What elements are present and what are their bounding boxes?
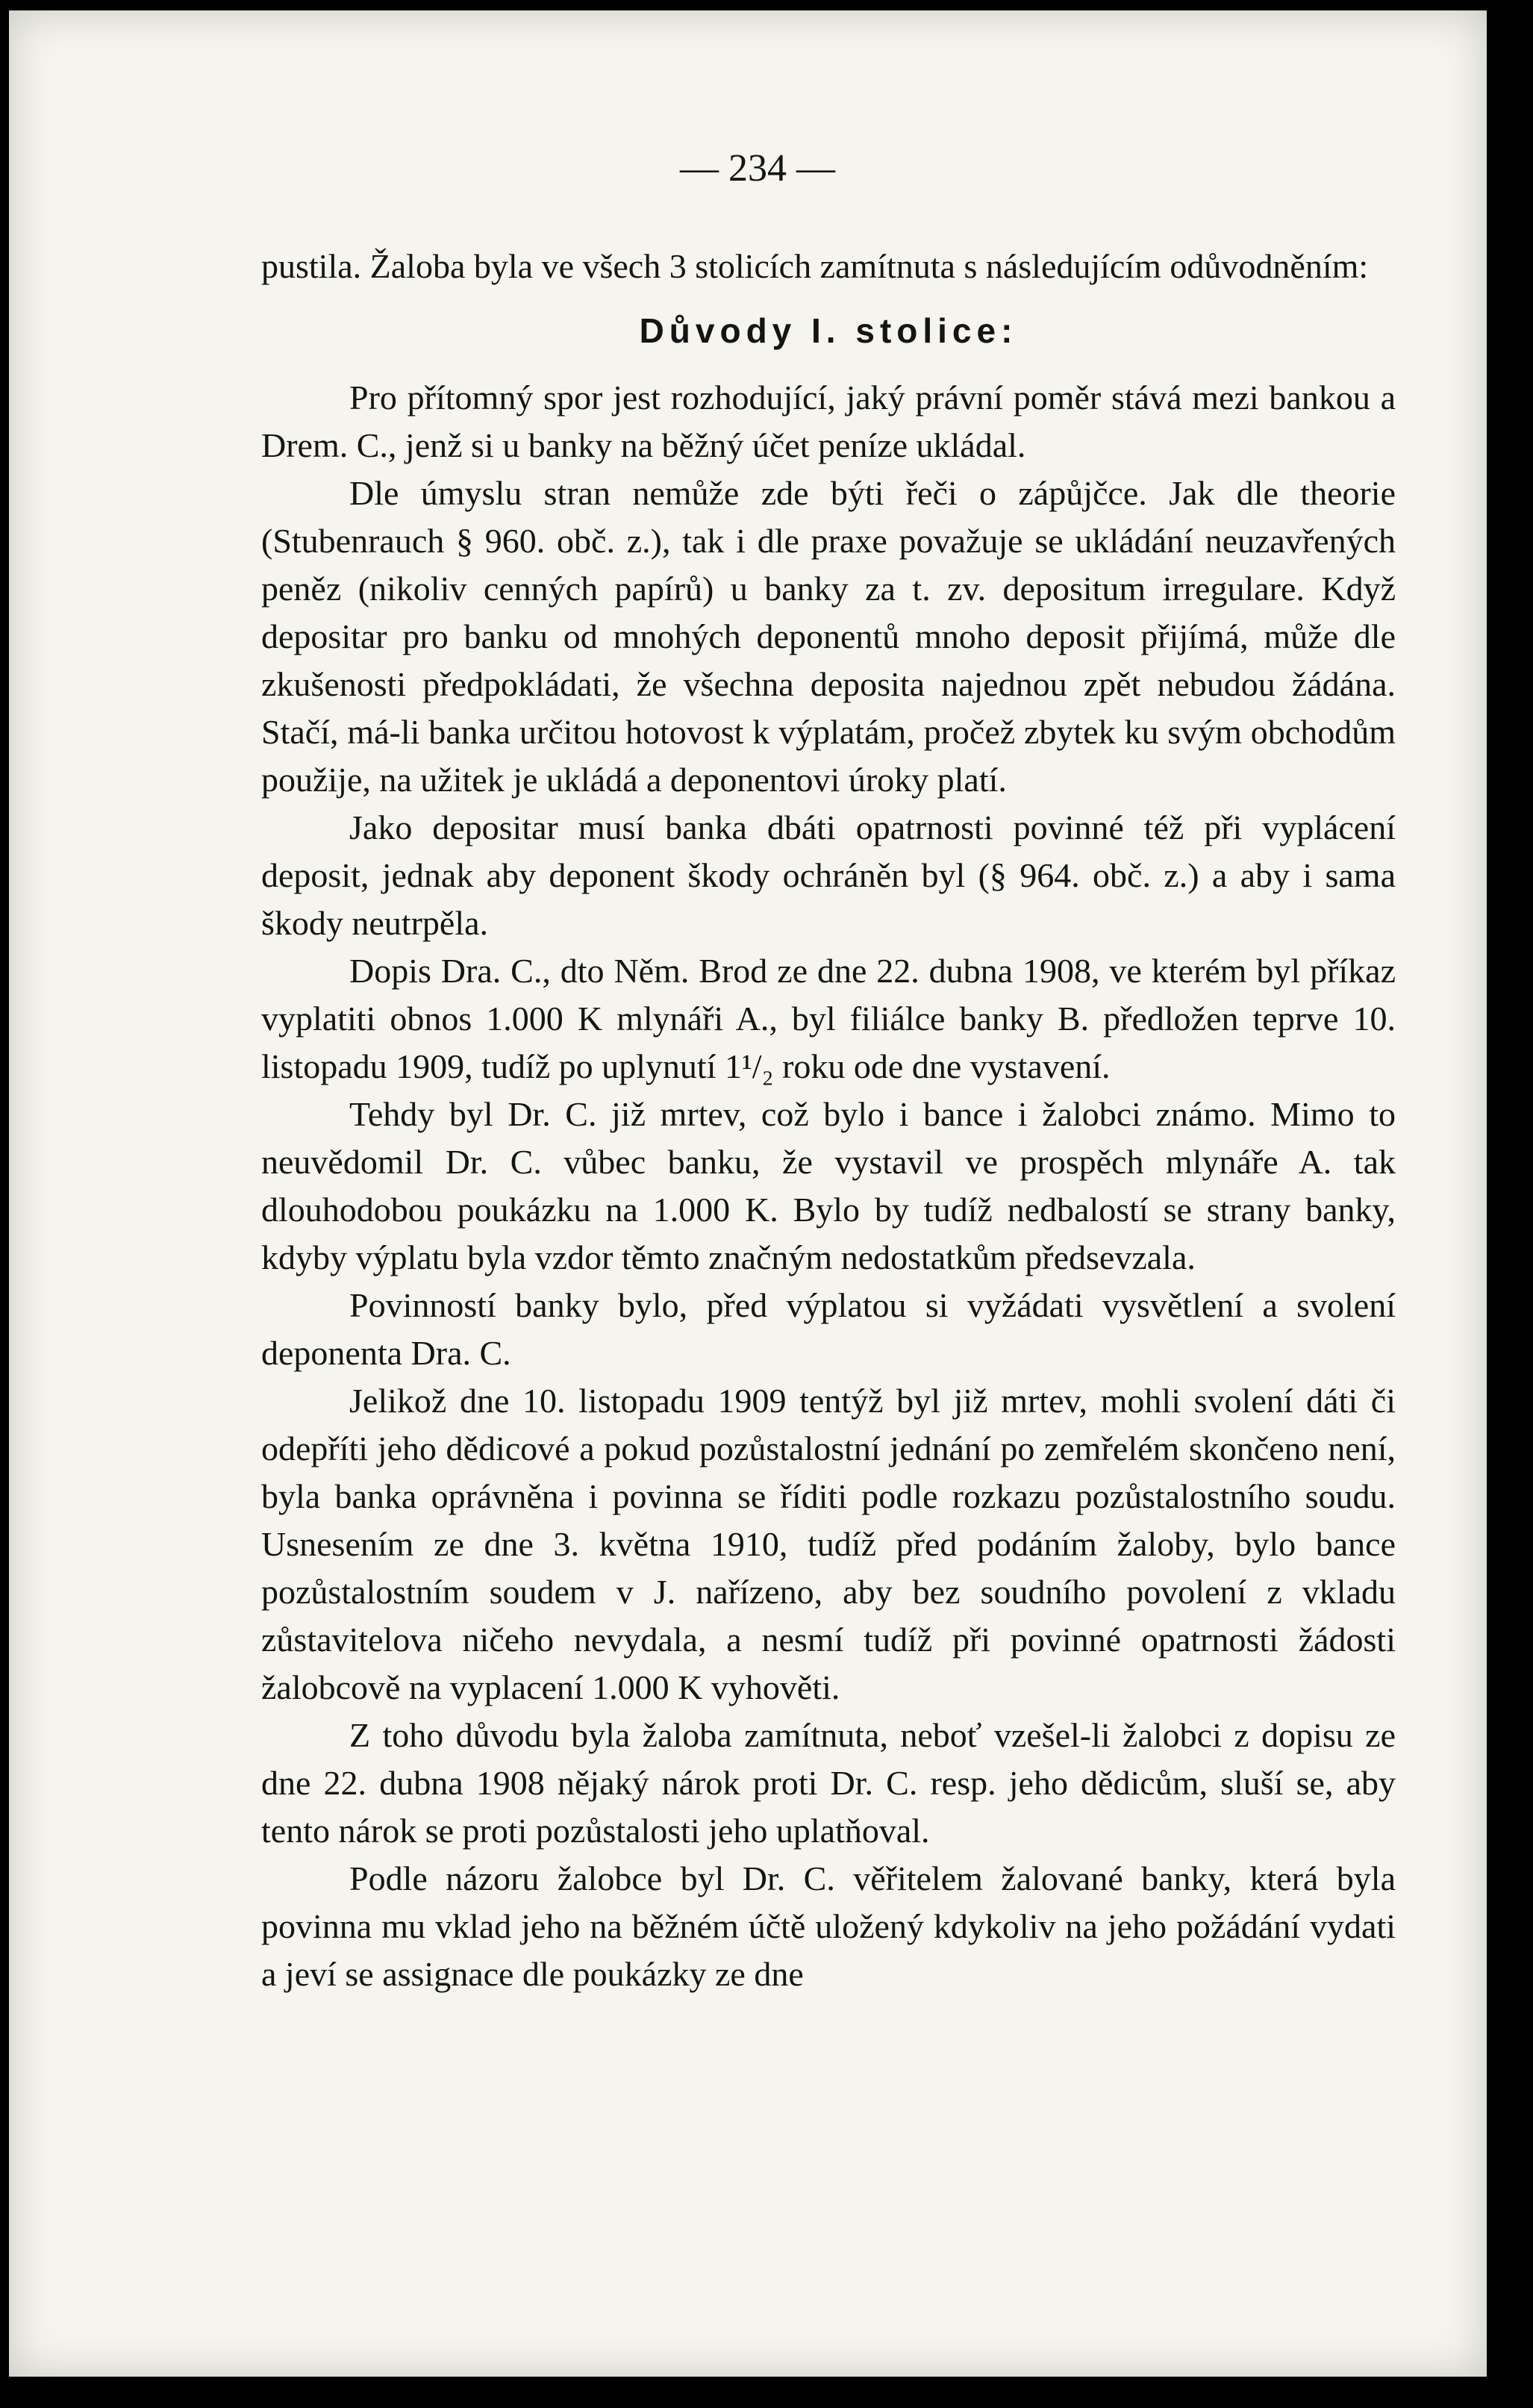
paragraph: Dle úmyslu stran nemůže zde býti řeči o zápůjčce. Jak dle theorie (Stubenrauch § 960. obč. z.), tak i dle praxe považuje se ukládání neuzavřených peněz (nikoliv cenných papírů) u banky za t. zv. depositum irregulare. Když depositar pro banku od mnohých deponentů mnoho deposit přijímá, může dle zkušenosti předpokládati, že všechna deposita najednou zpět nebudou žádána. Stačí, má-li banka určitou hotovost k výplatám, pročež zbytek ku svým obchodům použije, na užitek je ukládá a deponentovi úroky platí.: [261, 474, 1396, 799]
paragraph: Povinností banky bylo, před výplatou si vyžádati vysvětlení a svolení deponenta Dra. C.: [261, 1286, 1396, 1372]
paragraph: Tehdy byl Dr. C. již mrtev, což bylo i bance i žalobci známo. Mimo to neuvědomil Dr. C. vůbec banku, že vystavil ve prospěch mlynáře A. tak dlouhodobou poukázku na 1.000 K. Bylo by tudíž nedbalostí se strany banky, kdyby výplatu byla vzdor těmto značným nedostatkům předsevzala.: [261, 1095, 1396, 1276]
page-number: — 234 —: [680, 147, 835, 190]
paragraph: Dopis Dra. C., dto Něm. Brod ze dne 22. dubna 1908, ve kterém byl příkaz vyplatiti obnos 1.000 K mlynáři A., byl filiálce banky B. předložen teprve 10. listopadu 1909, tudíž po uplynutí 1¹/₂ roku ode dne vystavení.: [261, 952, 1396, 1085]
paragraph: Jelikož dne 10. listopadu 1909 tentýž byl již mrtev, mohli svolení dáti či odepříti jeho dědicové a pokud pozůstalostní jednání po zemřelém skončeno není, byla banka oprávněna i povinna se říditi podle rozkazu pozůstalostního soudu. Usnesením ze dne 3. května 1910, tudíž před podáním žaloby, bylo bance pozůstalostním soudem v J. nařízeno, aby bez soudního povolení z vkladu zůstavitelova ničeho nevydala, a nesmí tudíž při povinné opatrnosti žádosti žalobcově na vyplacení 1.000 K vyhověti.: [261, 1382, 1396, 1706]
section-heading: Důvody I. stolice:: [639, 311, 1018, 350]
paragraph: Podle názoru žalobce byl Dr. C. věřitelem žalované banky, která byla povinna mu vklad jeho na běžném účtě uložený kdykoliv na jeho požádání vydati a jeví se assignace dle poukázky ze dne: [261, 1859, 1396, 1993]
paragraph: Z toho důvodu byla žaloba zamítnuta, neboť vzešel-li žalobci z dopisu ze dne 22. dubna 1908 nějaký nárok proti Dr. C. resp. jeho dědicům, sluší se, aby tento nárok se proti pozůstalosti jeho uplatňoval.: [261, 1716, 1396, 1850]
paragraph: Jako depositar musí banka dbáti opatrnosti povinné též při vyplácení deposit, jednak aby deponent škody ochráněn byl (§ 964. obč. z.) a aby i sama škody neutrpěla.: [261, 808, 1396, 942]
paragraph-intro: pustila. Žaloba byla ve všech 3 stolicích zamítnuta s následujícím odůvodněním:: [261, 247, 1369, 285]
body-text: [261, 243, 1396, 1998]
paragraph: Pro přítomný spor jest rozhodující, jaký právní poměr stává mezi bankou a Drem. C., jenž si u banky na běžný účet peníze ukládal.: [261, 378, 1396, 464]
